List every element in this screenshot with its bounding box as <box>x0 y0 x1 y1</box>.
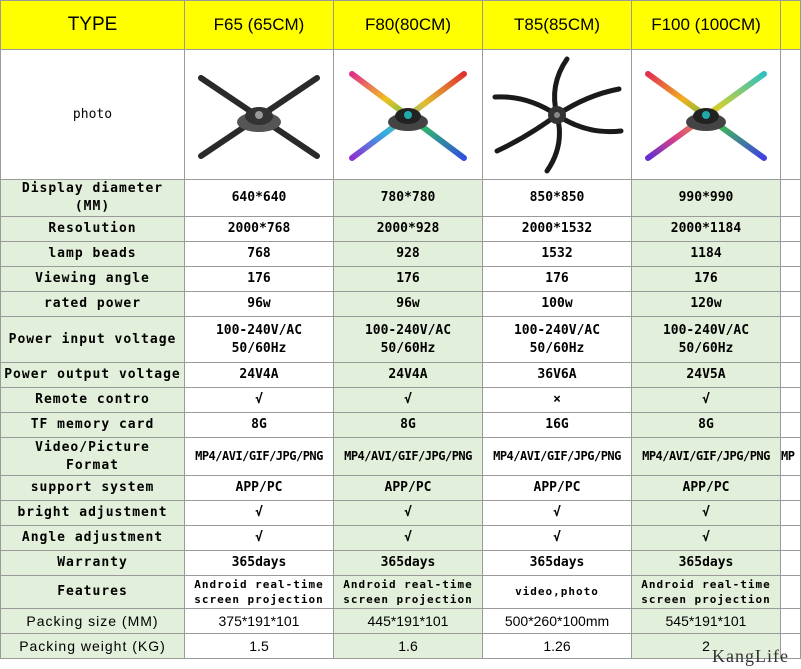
watermark: KangLife <box>712 646 789 666</box>
spec-value: MP4/AVI/GIF/JPG/PNG <box>334 438 483 476</box>
spec-label: Warranty <box>1 551 185 576</box>
spec-row <box>1 242 801 267</box>
product-photo-f80 <box>334 50 483 180</box>
spec-value: MP4/AVI/GIF/JPG/PNG <box>185 438 334 476</box>
spec-value-cutoff <box>781 180 801 217</box>
spec-label: bright adjustment <box>1 501 185 526</box>
spec-value: 96w <box>185 292 334 317</box>
spec-value: √ <box>483 501 632 526</box>
product-photo-f65 <box>185 50 334 180</box>
spec-value: 2 <box>632 634 781 659</box>
spec-value: 96w <box>334 292 483 317</box>
spec-value: 1.6 <box>334 634 483 659</box>
spec-row <box>1 388 801 413</box>
spec-value: 640*640 <box>185 180 334 217</box>
spec-value: 375*191*101 <box>185 609 334 634</box>
spec-value: 1532 <box>483 242 632 267</box>
fan-hologram-image <box>189 60 329 170</box>
spec-row <box>1 363 801 388</box>
spec-value-cutoff <box>781 363 801 388</box>
spec-label: Remote contro <box>1 388 185 413</box>
spec-value: video,photo <box>483 576 632 609</box>
spec-label: Packing size (MM) <box>1 609 185 634</box>
spec-row <box>1 267 801 292</box>
spec-row <box>1 292 801 317</box>
spec-label: rated power <box>1 292 185 317</box>
spec-row <box>1 438 801 476</box>
spec-value: APP/PC <box>334 476 483 501</box>
spec-row <box>1 501 801 526</box>
spec-value-cutoff: MP <box>781 438 801 476</box>
spec-value: 990*990 <box>632 180 781 217</box>
spec-value: 850*850 <box>483 180 632 217</box>
spec-label: Viewing angle <box>1 267 185 292</box>
spec-value: 176 <box>334 267 483 292</box>
spec-value: 100-240V/AC 50/60Hz <box>632 317 781 363</box>
spec-value: √ <box>334 388 483 413</box>
spec-value: 2000*928 <box>334 217 483 242</box>
spec-value: 365days <box>483 551 632 576</box>
spec-value: √ <box>632 526 781 551</box>
spec-value: 768 <box>185 242 334 267</box>
spec-row <box>1 634 801 659</box>
spec-row <box>1 576 801 609</box>
spec-value: √ <box>632 388 781 413</box>
spec-label: Display diameter (MM) <box>1 180 185 217</box>
spec-value-cutoff <box>781 242 801 267</box>
spec-value: 176 <box>185 267 334 292</box>
spec-row <box>1 317 801 363</box>
spec-value-cutoff <box>781 217 801 242</box>
model-header-cutoff <box>781 1 801 50</box>
product-photo-t85 <box>483 50 632 180</box>
spec-row <box>1 609 801 634</box>
spec-value: 100w <box>483 292 632 317</box>
spec-value: 24V5A <box>632 363 781 388</box>
spec-value-cutoff <box>781 413 801 438</box>
type-header: TYPE <box>1 1 185 50</box>
spec-label: Video/Picture Format <box>1 438 185 476</box>
spec-value: √ <box>185 501 334 526</box>
spec-value: Android real-time screen projection <box>185 576 334 609</box>
spec-value-cutoff <box>781 551 801 576</box>
spec-value: MP4/AVI/GIF/JPG/PNG <box>632 438 781 476</box>
spec-value: 2000*1184 <box>632 217 781 242</box>
spec-value: 16G <box>483 413 632 438</box>
spec-value: 445*191*101 <box>334 609 483 634</box>
spec-row <box>1 217 801 242</box>
spec-label: support system <box>1 476 185 501</box>
spec-value-cutoff <box>781 576 801 609</box>
header-row <box>1 1 801 50</box>
spec-value-cutoff <box>781 526 801 551</box>
spec-label: TF memory card <box>1 413 185 438</box>
spec-value: 2000*1532 <box>483 217 632 242</box>
spec-row <box>1 413 801 438</box>
spec-label: Resolution <box>1 217 185 242</box>
product-photo-f100 <box>632 50 781 180</box>
model-header: F100 (100CM) <box>632 1 781 50</box>
spec-value: Android real-time screen projection <box>334 576 483 609</box>
product-photo-cutoff <box>781 50 801 180</box>
spec-value: MP4/AVI/GIF/JPG/PNG <box>483 438 632 476</box>
spec-value-cutoff <box>781 476 801 501</box>
spec-value: √ <box>483 526 632 551</box>
spec-value-cutoff <box>781 609 801 634</box>
spec-value-cutoff <box>781 292 801 317</box>
photo-label: photo <box>1 50 185 180</box>
spec-value: 500*260*100mm <box>483 609 632 634</box>
spec-value: 780*780 <box>334 180 483 217</box>
spec-value: 1184 <box>632 242 781 267</box>
spec-value: 100-240V/AC 50/60Hz <box>483 317 632 363</box>
spec-label: Angle adjustment <box>1 526 185 551</box>
spec-value: 24V4A <box>334 363 483 388</box>
spec-value: Android real-time screen projection <box>632 576 781 609</box>
spec-value: 1.26 <box>483 634 632 659</box>
spec-value: 8G <box>632 413 781 438</box>
spec-row <box>1 551 801 576</box>
spec-value: 2000*768 <box>185 217 334 242</box>
spec-value: 365days <box>185 551 334 576</box>
spec-value: 365days <box>632 551 781 576</box>
spec-value: × <box>483 388 632 413</box>
spec-value: √ <box>334 526 483 551</box>
fan-hologram-image <box>338 60 478 170</box>
spec-label: Power output voltage <box>1 363 185 388</box>
spec-value: 8G <box>334 413 483 438</box>
spec-value-cutoff <box>781 388 801 413</box>
spec-value: 24V4A <box>185 363 334 388</box>
fan-hologram-image <box>487 55 627 175</box>
spec-value: 928 <box>334 242 483 267</box>
model-header: T85(85CM) <box>483 1 632 50</box>
spec-value-cutoff <box>781 317 801 363</box>
spec-label: Features <box>1 576 185 609</box>
spec-label: Packing weight (KG) <box>1 634 185 659</box>
spec-value: 100-240V/AC 50/60Hz <box>185 317 334 363</box>
spec-value: 176 <box>632 267 781 292</box>
spec-value: 545*191*101 <box>632 609 781 634</box>
fan-hologram-image <box>636 60 776 170</box>
spec-label: Power input voltage <box>1 317 185 363</box>
spec-value-cutoff <box>781 501 801 526</box>
spec-value: √ <box>632 501 781 526</box>
spec-row <box>1 526 801 551</box>
spec-value: APP/PC <box>483 476 632 501</box>
spec-value: APP/PC <box>632 476 781 501</box>
spec-value: 8G <box>185 413 334 438</box>
model-header: F80(80CM) <box>334 1 483 50</box>
spec-value-cutoff <box>781 267 801 292</box>
spec-value: 100-240V/AC 50/60Hz <box>334 317 483 363</box>
spec-value: 365days <box>334 551 483 576</box>
spec-value: APP/PC <box>185 476 334 501</box>
spec-value: 1.5 <box>185 634 334 659</box>
spec-value: 176 <box>483 267 632 292</box>
model-header: F65 (65CM) <box>185 1 334 50</box>
spec-label: lamp beads <box>1 242 185 267</box>
spec-row <box>1 180 801 217</box>
spec-value: √ <box>185 388 334 413</box>
spec-value: 120w <box>632 292 781 317</box>
spec-value: √ <box>185 526 334 551</box>
spec-row <box>1 476 801 501</box>
spec-value: 36V6A <box>483 363 632 388</box>
photo-row <box>1 50 801 180</box>
spec-value: √ <box>334 501 483 526</box>
